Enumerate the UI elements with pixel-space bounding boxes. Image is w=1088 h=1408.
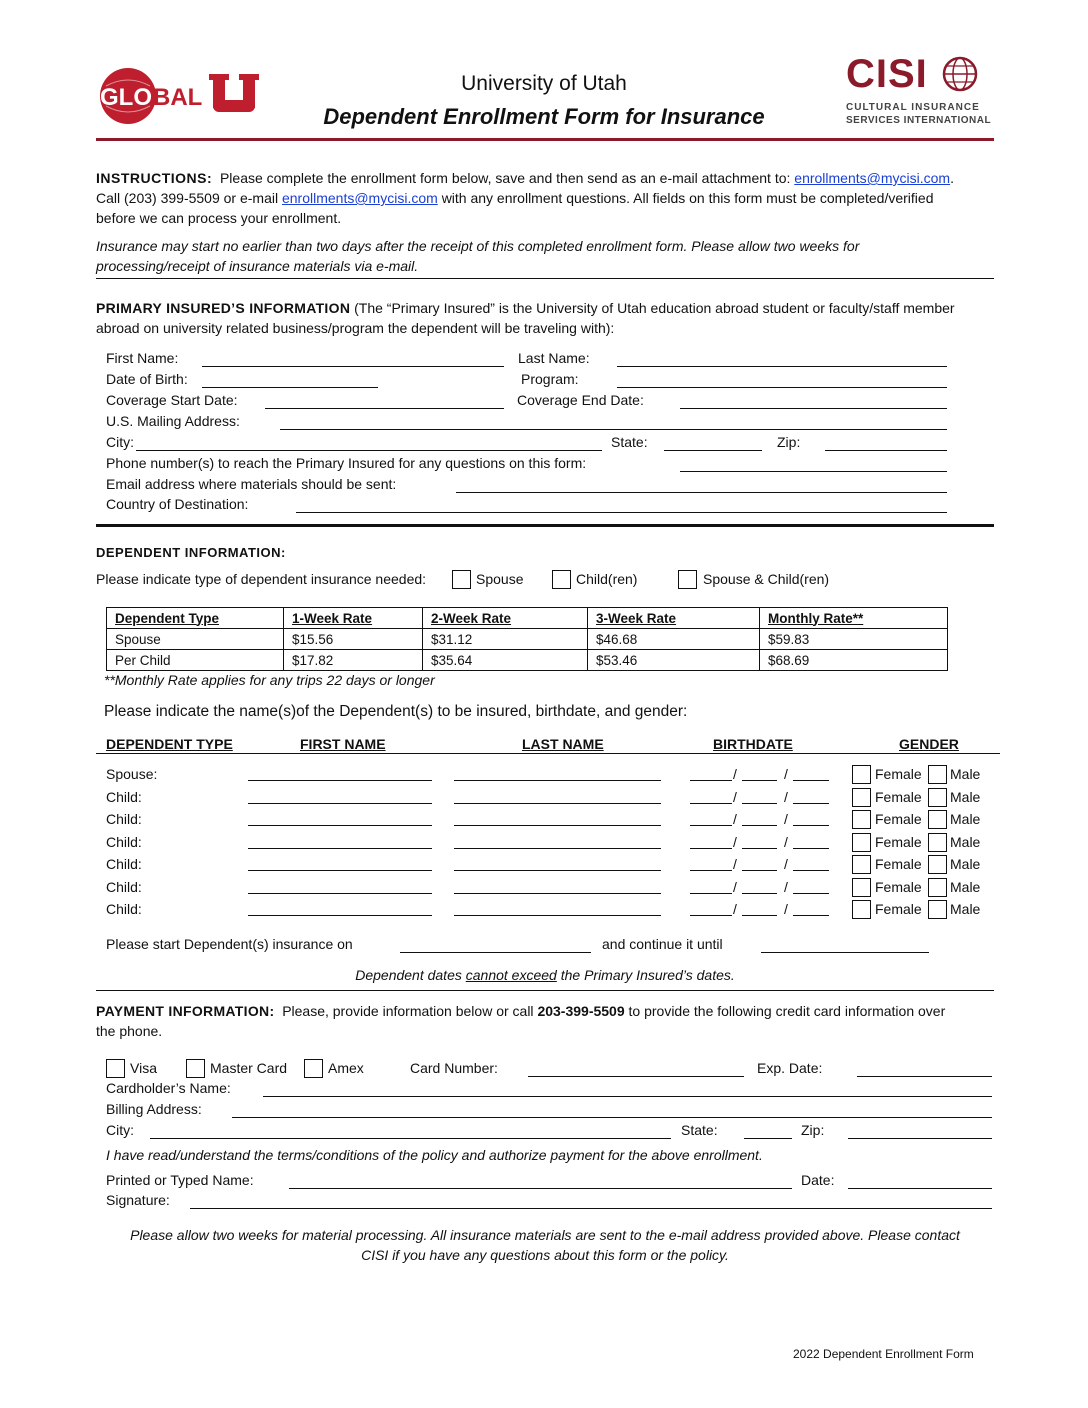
divider-1 [96,278,994,279]
last-name-label: Last Name: [518,350,590,366]
amex-checkbox[interactable] [304,1059,323,1078]
phone-field[interactable] [680,471,947,472]
rates-cell: $46.68 [588,629,760,650]
city-field[interactable] [136,450,602,451]
dependent-first-name-field[interactable] [248,893,432,894]
sign-date-field[interactable] [848,1188,992,1189]
col-first-name: FIRST NAME [300,736,386,752]
date-separator: / [784,811,788,827]
state-label: State: [611,434,648,450]
footer-note-1: Please allow two weeks for material processing. All insurance materials are sent to the e-mail address provided above. Please contact [130,1227,960,1243]
dependent-type-label: Child: [106,879,142,895]
dependent-last-name-field[interactable] [454,848,661,849]
children-checkbox[interactable] [552,570,571,589]
female-label: Female [875,789,922,805]
date-separator: / [733,811,737,827]
male-checkbox[interactable] [928,878,947,897]
birth-day-field[interactable] [742,915,777,916]
date-separator: / [733,789,737,805]
dependent-type-label: Child: [106,856,142,872]
program-label: Program: [521,371,579,387]
dependent-type-prompt: Please indicate type of dependent insurance needed: [96,571,427,587]
dependent-row [0,834,1088,856]
coverage-end-label: Coverage End Date: [517,392,644,408]
instructions-text: Please complete the enrollment form below, save and then send as an e-mail attachment to: [219,170,791,186]
birth-year-field[interactable] [793,893,829,894]
birth-month-field[interactable] [690,915,732,916]
primary-label: PRIMARY INSURED’S INFORMATION [96,300,351,316]
sign-date-label: Date: [801,1172,835,1188]
male-checkbox[interactable] [928,855,947,874]
female-label: Female [875,811,922,827]
rates-cell: $53.46 [588,650,760,671]
date-separator: / [733,901,737,917]
divider-3 [96,990,994,991]
male-label: Male [950,901,981,917]
rates-note: **Monthly Rate applies for any trips 22 days or longer [104,672,435,688]
last-name-field[interactable] [617,366,947,367]
rates-cell: Spouse [107,629,284,650]
primary-desc-2: abroad on university related business/program the dependent will be traveling with): [96,320,615,336]
end-date-field[interactable] [761,952,929,953]
rates-cell: $59.83 [760,629,948,650]
dependent-type-label: Child: [106,901,142,917]
rates-header-cell: Dependent Type [107,608,284,629]
date-separator: / [733,879,737,895]
payment-desc-c: the phone. [96,1023,163,1039]
dependent-last-name-field[interactable] [454,825,661,826]
payment-city-label: City: [106,1122,134,1138]
coverage-start-field[interactable] [265,408,504,409]
female-checkbox[interactable] [852,788,871,807]
rates-header-cell: Monthly Rate** [760,608,948,629]
female-label: Female [875,856,922,872]
rates-table [106,607,948,671]
signature-label: Signature: [106,1192,170,1208]
male-label: Male [950,789,981,805]
authorize-text: I have read/understand the terms/conditions of the policy and authorize payment for the above enrollment. [106,1147,763,1163]
rates-header-row [107,608,948,629]
svg-text:GLO: GLO [100,84,152,111]
payment-phone: 203-399-5509 [537,1003,625,1019]
dependent-first-name-field[interactable] [248,803,432,804]
rates-header-cell: 2-Week Rate [423,608,588,629]
birth-year-field[interactable] [793,825,829,826]
dependent-last-name-field[interactable] [454,780,661,781]
form-version: 2022 Dependent Enrollment Form [793,1347,974,1361]
rates-cell: $35.64 [423,650,588,671]
first-name-field[interactable] [202,366,504,367]
rates-cell: Per Child [107,650,284,671]
svg-text:BAL: BAL [153,84,203,111]
male-label: Male [950,811,981,827]
col-gender: GENDER [899,736,959,752]
state-field[interactable] [664,450,762,451]
payment-label: PAYMENT INFORMATION: [96,1003,275,1019]
card-number-field[interactable] [528,1076,744,1077]
dates-note-c: the Primary Insured’s dates. [556,967,735,983]
male-label: Male [950,766,981,782]
enrollment-email-link-2[interactable]: enrollments@mycisi.com [281,190,438,206]
dependent-first-name-field[interactable] [248,825,432,826]
female-label: Female [875,766,922,782]
instructions: INSTRUCTIONS: Please complete the enrollment form below, save and then send as an e-mail attachment to: enrollments@mycisi.com. Call (203) 399-5509 or e-mail enrollments@mycisi.com with any enrollment questions. All fields on this form must be completed/verified before we can process your enrollment. Insurance may start no earlier than two days after the receipt of this completed enrollment form. Please allow two weeks for processing/receipt of insurance materials via e-mail. [96,168,996,276]
divider-2 [96,524,994,527]
table-row [107,629,948,650]
mailing-address-label: U.S. Mailing Address: [106,413,240,429]
birth-month-field[interactable] [690,825,732,826]
col-dependent-type: DEPENDENT TYPE [106,736,233,752]
visa-checkbox[interactable] [106,1059,125,1078]
date-separator: / [784,856,788,872]
birth-month-field[interactable] [690,803,732,804]
primary-desc-1: (The “Primary Insured” is the University of Utah education abroad student or faculty/staff member [354,300,955,316]
instructions-label: INSTRUCTIONS: [96,170,213,186]
rates-header-cell: 3-Week Rate [588,608,760,629]
female-checkbox[interactable] [852,833,871,852]
coverage-start-label: Coverage Start Date: [106,392,238,408]
dependent-row [0,766,1088,788]
dependent-first-name-field[interactable] [248,870,432,871]
instructions-fields: with any enrollment questions. All fields on this form must be completed/verified [441,190,934,206]
dependent-row [0,789,1088,811]
date-separator: / [784,766,788,782]
female-checkbox[interactable] [852,810,871,829]
birth-year-field[interactable] [793,803,829,804]
page-subtitle: Dependent Enrollment Form for Insurance [323,104,765,129]
billing-address-label: Billing Address: [106,1101,202,1117]
birth-day-field[interactable] [742,893,777,894]
dependent-first-name-field[interactable] [248,915,432,916]
page-title: University of Utah [461,72,627,95]
date-separator: / [784,879,788,895]
global-u-logo [96,66,271,126]
dependent-last-name-field[interactable] [454,870,661,871]
male-label: Male [950,834,981,850]
birth-day-field[interactable] [742,825,777,826]
payment-zip-label: Zip: [801,1122,825,1138]
birth-year-field[interactable] [793,915,829,916]
instructions-call: Call (203) 399-5509 or e-mail [96,190,279,206]
birth-month-field[interactable] [690,893,732,894]
rates-cell: $15.56 [284,629,423,650]
header-rule [96,138,994,141]
children-option-label: Child(ren) [576,571,638,587]
dependent-row [0,856,1088,878]
zip-label: Zip: [777,434,801,450]
table-row [107,650,948,671]
female-checkbox[interactable] [852,878,871,897]
country-label: Country of Destination: [106,496,249,512]
male-checkbox[interactable] [928,765,947,784]
dates-note-a: Dependent dates [355,967,466,983]
card-number-label: Card Number: [410,1060,498,1076]
payment-desc-b: to provide the following credit card information over [628,1003,946,1019]
spouse-checkbox[interactable] [452,570,471,589]
male-checkbox[interactable] [928,833,947,852]
globe-icon [942,56,978,92]
dependent-row [0,879,1088,901]
col-birthdate: BIRTHDATE [713,736,793,752]
dependent-row [0,811,1088,833]
cisi-logo-text: CISI [846,52,928,96]
dependent-row [0,901,1088,923]
birth-day-field[interactable] [742,803,777,804]
female-label: Female [875,834,922,850]
dependent-last-name-field[interactable] [454,893,661,894]
birth-year-field[interactable] [793,870,829,871]
exp-date-field[interactable] [857,1076,992,1077]
instructions-line3: before we can process your enrollment. [96,210,342,226]
male-checkbox[interactable] [928,788,947,807]
date-separator: / [733,766,737,782]
date-separator: / [784,901,788,917]
continue-until-label: and continue it until [602,936,723,952]
dependent-type-label: Child: [106,789,142,805]
email-field[interactable] [456,492,947,493]
dependent-first-name-field[interactable] [248,848,432,849]
female-checkbox[interactable] [852,765,871,784]
female-label: Female [875,901,922,917]
dependent-last-name-field[interactable] [454,915,661,916]
instructions-italic-2: processing/receipt of insurance materials via e-mail. [96,258,419,274]
primary-section [96,298,996,338]
cardholder-field[interactable] [263,1096,992,1097]
female-checkbox[interactable] [852,900,871,919]
rates-cell: $31.12 [423,629,588,650]
dependent-type-label: Child: [106,834,142,850]
payment-zip-field[interactable] [848,1138,992,1139]
date-separator: / [733,834,737,850]
dependent-header-rule [96,753,1000,754]
instructions-italic-1: Insurance may start no earlier than two days after the receipt of this completed enrollment form. Please allow two weeks for [96,238,860,254]
dependent-type-label: Spouse: [106,766,158,782]
enrollment-email-link[interactable]: enrollments@mycisi.com [794,170,951,186]
country-field[interactable] [296,512,947,513]
male-checkbox[interactable] [928,900,947,919]
date-separator: / [733,856,737,872]
dependent-type-label: Child: [106,811,142,827]
dates-note-b: cannot exceed [465,967,557,983]
billing-address-field[interactable] [232,1117,992,1118]
cisi-sub2: SERVICES INTERNATIONAL [846,115,992,126]
rates-cell: $68.69 [760,650,948,671]
birth-month-field[interactable] [690,780,732,781]
footer-note-2: CISI if you have any questions about this form or the policy. [361,1247,729,1263]
phone-label: Phone number(s) to reach the Primary Insured for any questions on this form: [106,455,587,471]
female-checkbox[interactable] [852,855,871,874]
male-checkbox[interactable] [928,810,947,829]
cardholder-label: Cardholder’s Name: [106,1080,231,1096]
spouse-children-checkbox[interactable] [678,570,697,589]
birth-month-field[interactable] [690,870,732,871]
payment-state-field[interactable] [744,1138,792,1139]
date-separator: / [784,834,788,850]
mastercard-label: Master Card [210,1060,288,1076]
printed-name-label: Printed or Typed Name: [106,1172,254,1188]
spouse-children-option-label: Spouse & Child(ren) [703,571,830,587]
dob-field[interactable] [202,387,378,388]
mastercard-checkbox[interactable] [186,1059,205,1078]
payment-section [96,1001,996,1041]
cisi-logo [846,54,996,129]
dependent-label: DEPENDENT INFORMATION: [96,545,286,560]
payment-desc-a: Please, provide information below or call [282,1003,534,1019]
start-date-field[interactable] [400,952,591,953]
rates-cell: $17.82 [284,650,423,671]
birth-year-field[interactable] [793,848,829,849]
zip-field[interactable] [825,450,947,451]
dependents-names-prompt: Please indicate the name(s)of the Dependent(s) to be insured, birthdate, and gender: [104,703,688,720]
signature-field[interactable] [190,1208,992,1209]
cisi-sub1: CULTURAL INSURANCE [846,102,980,113]
program-field[interactable] [617,387,947,388]
birth-day-field[interactable] [742,848,777,849]
rates-header-cell: 1-Week Rate [284,608,423,629]
spouse-option-label: Spouse [476,571,524,587]
birth-month-field[interactable] [690,848,732,849]
visa-label: Visa [130,1060,157,1076]
male-label: Male [950,879,981,895]
first-name-label: First Name: [106,350,179,366]
col-last-name: LAST NAME [522,736,604,752]
payment-city-field[interactable] [150,1138,671,1139]
birth-day-field[interactable] [742,870,777,871]
coverage-end-field[interactable] [680,408,947,409]
amex-label: Amex [328,1060,364,1076]
email-label: Email address where materials should be sent: [106,476,397,492]
start-insurance-label: Please start Dependent(s) insurance on [106,936,353,952]
female-label: Female [875,879,922,895]
birth-day-field[interactable] [742,780,777,781]
birth-year-field[interactable] [793,780,829,781]
dob-label: Date of Birth: [106,371,188,387]
footer-note [96,1225,994,1265]
dependent-last-name-field[interactable] [454,803,661,804]
dates-note [96,967,994,983]
exp-date-label: Exp. Date: [757,1060,823,1076]
date-separator: / [784,789,788,805]
city-label: City: [106,434,134,450]
male-label: Male [950,856,981,872]
payment-state-label: State: [681,1122,718,1138]
printed-name-field[interactable] [289,1188,792,1189]
mailing-address-field[interactable] [280,429,947,430]
dependent-first-name-field[interactable] [248,780,432,781]
